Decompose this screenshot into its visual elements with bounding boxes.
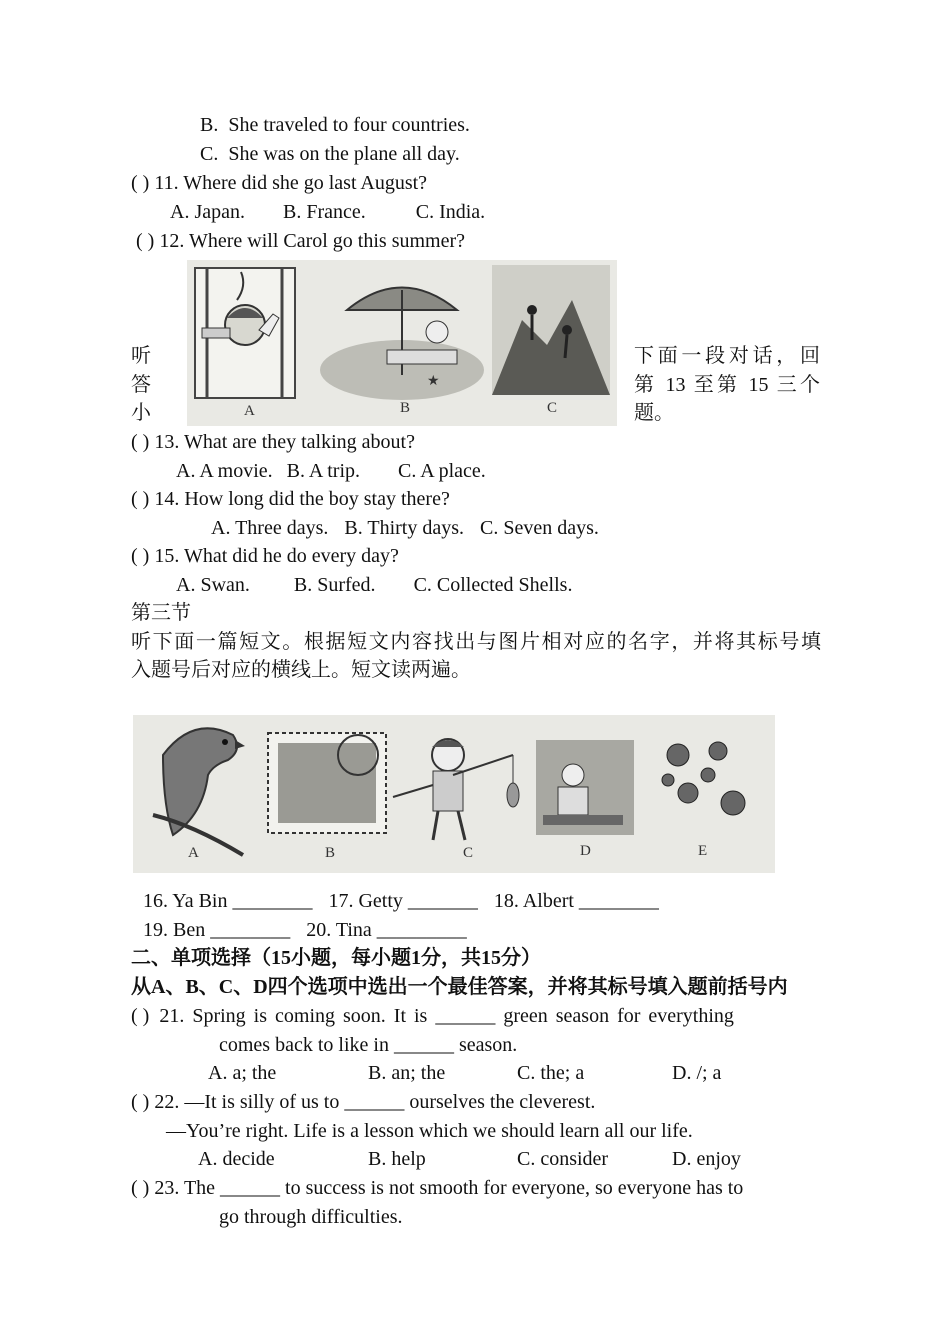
instruction-right-2: 第 13 至第 15 三个 [634, 374, 820, 396]
picture-label-a: A [188, 845, 199, 861]
q22-options: A. decide B. help C. consider D. enjoy [198, 1148, 741, 1170]
picture-a-waving-person [195, 268, 295, 398]
q23-stem-line2: go through difficulties. [219, 1206, 403, 1228]
q14-stem: ( ) 14. How long did the boy stay there? [131, 488, 450, 510]
q15-stem: ( ) 15. What did he do every day? [131, 545, 399, 567]
answer-paren[interactable]: ( ) [131, 1005, 150, 1027]
answer-paren[interactable]: ( ) [131, 1177, 150, 1199]
q12-picture-strip [187, 260, 617, 426]
svg-text:★: ★ [427, 374, 440, 389]
part3-instruction-line1: 听下面一篇短文。根据短文内容找出与图片相对应的名字，并将其标号填 [131, 631, 821, 653]
q21-stem: ( ) 21. Spring is coming soon. It is ______ green season for everything [131, 1005, 734, 1027]
part3-picture-strip [133, 715, 775, 873]
picture-label-d: D [580, 843, 591, 859]
picture-label-b: B [400, 400, 411, 416]
q22-stem: ( ) 22. —It is silly of us to ______ ourselves the cleverest. [131, 1091, 596, 1113]
q11-stem: ( ) 11. Where did she go last August? [131, 172, 428, 194]
match-16[interactable]: 16. Ya Bin ________ [143, 890, 313, 912]
q22-stem-line2: —You’re right. Life is a lesson which we should learn all our life. [166, 1120, 693, 1142]
match-19[interactable]: 19. Ben ________ [143, 919, 291, 941]
q14-options: A. Three days. B. Thirty days. C. Seven days. [211, 517, 599, 539]
q21-stem-line2: comes back to like in ______ season. [219, 1034, 518, 1056]
match-20[interactable]: 20. Tina _________ [306, 919, 467, 941]
q10-option-b: B. She traveled to four countries. [200, 114, 470, 136]
part2-instruction: 从A、B、C、D四个选项中选出一个最佳答案，并将其标号填入题前括号内 [131, 976, 788, 998]
part2-heading: 二、单项选择（15小题，每小题1分，共15分） [131, 947, 541, 969]
picture-a-eagle [153, 728, 245, 855]
instruction-right-3: 题。 [634, 402, 674, 424]
q13-options: A. A movie. B. A trip. C. A place. [176, 460, 486, 482]
instruction-left-3: 小 [131, 402, 151, 424]
picture-c-boy-fishing [393, 739, 519, 840]
picture-label-c: C [463, 845, 474, 861]
answer-paren[interactable]: ( ) [136, 230, 155, 252]
q15-options: A. Swan. B. Surfed. C. Collected Shells. [176, 574, 573, 596]
picture-label-a: A [244, 403, 255, 419]
match-row-2 [143, 916, 467, 944]
part3-title: 第三节 [131, 602, 191, 624]
q21-options: A. a; the B. an; the C. the; a D. /; a [208, 1062, 722, 1084]
part3-pictures-svg [133, 715, 775, 873]
instruction-left-2: 答 [131, 374, 151, 396]
picture-c-mountain-climbing [492, 265, 610, 395]
match-17[interactable]: 17. Getty _______ [328, 890, 478, 912]
picture-label-e: E [698, 843, 708, 859]
picture-label-b: B [325, 845, 336, 861]
part3-instruction-line2: 入题号后对应的横线上。短文读两遍。 [131, 659, 471, 681]
q13-stem: ( ) 13. What are they talking about? [131, 431, 415, 453]
answer-paren[interactable]: ( ) [131, 1091, 150, 1113]
answer-paren[interactable]: ( ) [131, 545, 150, 567]
picture-label-c: C [547, 400, 558, 416]
instruction-right-1: 下面一段对话，回 [634, 345, 820, 367]
picture-b-stamp [268, 733, 386, 833]
picture-b-beach [320, 288, 484, 401]
answer-paren[interactable]: ( ) [131, 172, 150, 194]
q12-stem: ( ) 12. Where will Carol go this summer? [136, 230, 466, 252]
match-18[interactable]: 18. Albert ________ [493, 890, 659, 912]
picture-e-flowers [662, 742, 745, 815]
q23-stem: ( ) 23. The ______ to success is not smooth for everyone, so everyone has to [131, 1177, 744, 1199]
answer-paren[interactable]: ( ) [131, 431, 150, 453]
instruction-left-1: 听 [131, 345, 151, 367]
picture-d-person-at-desk [536, 740, 634, 835]
answer-paren[interactable]: ( ) [131, 488, 150, 510]
q11-options: A. Japan. B. France. C. India. [170, 201, 486, 223]
q10-option-c: C. She was on the plane all day. [200, 143, 460, 165]
match-row-1 [143, 887, 659, 915]
